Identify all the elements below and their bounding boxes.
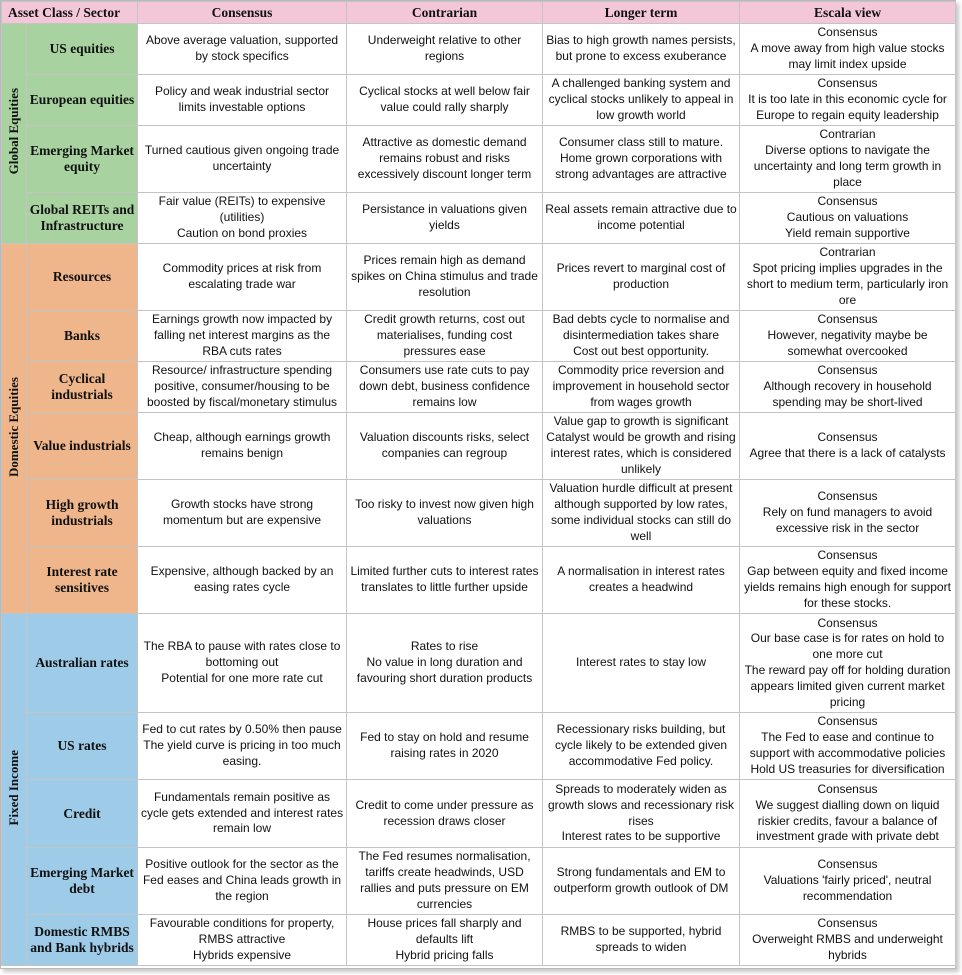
- table-row: [2, 126, 956, 193]
- sector-label: Australian rates: [27, 614, 138, 713]
- sector-label: Value industrials: [27, 413, 138, 480]
- header-contrarian: Contrarian: [347, 2, 543, 24]
- group-label-domestic-equities: Domestic Equities: [2, 244, 27, 614]
- table-row: [2, 614, 956, 713]
- header-asset-class: Asset Class / Sector: [2, 2, 138, 24]
- header-row: [2, 2, 956, 24]
- longer-term-cell: Real assets remain attractive due to income potential: [543, 193, 740, 244]
- longer-term-cell: Commodity price reversion and improvement in household sector from wages growth: [543, 362, 740, 413]
- contrarian-cell: Credit growth returns, cost out materialises, funding cost pressures ease: [347, 311, 543, 362]
- sector-label: US rates: [27, 713, 138, 780]
- longer-term-cell: Bad debts cycle to normalise and disintermediation takes share Cost out best opportunity.: [543, 311, 740, 362]
- sector-label: Credit: [27, 780, 138, 848]
- escala-view-cell: Consensus We suggest dialling down on liquid riskier credits, favour a balance of investment grade with private debt: [740, 780, 956, 848]
- escala-view-cell: Consensus Cautious on valuations Yield remain supportive: [740, 193, 956, 244]
- longer-term-cell: Strong fundamentals and EM to outperform growth outlook of DM: [543, 848, 740, 915]
- escala-view-cell: Consensus Agree that there is a lack of catalysts: [740, 413, 956, 480]
- table-row: [2, 311, 956, 362]
- contrarian-cell: Consumers use rate cuts to pay down debt, business confidence remains low: [347, 362, 543, 413]
- longer-term-cell: RMBS to be supported, hybrid spreads to widen: [543, 915, 740, 966]
- table-row: [2, 24, 956, 75]
- contrarian-cell: Rates to rise No value in long duration and favouring short duration products: [347, 614, 543, 713]
- escala-view-cell: Consensus Gap between equity and fixed income yields remains high enough for support for these stocks.: [740, 547, 956, 614]
- consensus-cell: Growth stocks have strong momentum but are expensive: [138, 480, 347, 547]
- table-row: [2, 193, 956, 244]
- table-row: [2, 915, 956, 966]
- sector-label: Cyclical industrials: [27, 362, 138, 413]
- table-row: [2, 75, 956, 126]
- escala-view-cell: Consensus Valuations 'fairly priced', neutral recommendation: [740, 848, 956, 915]
- sector-label: Resources: [27, 244, 138, 311]
- table-row: [2, 547, 956, 614]
- longer-term-cell: Value gap to growth is significant Catalyst would be growth and rising interest rates, which is considered unlikely: [543, 413, 740, 480]
- header-escala-view: Escala view: [740, 2, 956, 24]
- contrarian-cell: Attractive as domestic demand remains robust and risks excessively discount longer term: [347, 126, 543, 193]
- escala-view-cell: Consensus A move away from high value stocks may limit index upside: [740, 24, 956, 75]
- escala-view-cell: Consensus The Fed to ease and continue to support with accommodative policies Hold US treasuries for diversification: [740, 713, 956, 780]
- sector-label: High growth industrials: [27, 480, 138, 547]
- consensus-cell: Earnings growth now impacted by falling net interest margins as the RBA cuts rates: [138, 311, 347, 362]
- escala-view-cell: Contrarian Diverse options to navigate the uncertainty and long term growth in place: [740, 126, 956, 193]
- escala-view-cell: Consensus Rely on fund managers to avoid excessive risk in the sector: [740, 480, 956, 547]
- contrarian-cell: Fed to stay on hold and resume raising rates in 2020: [347, 713, 543, 780]
- group-label-global-equities: Global Equities: [2, 24, 27, 244]
- table-row: [2, 780, 956, 848]
- contrarian-cell: Valuation discounts risks, select companies can regroup: [347, 413, 543, 480]
- table-row: [2, 413, 956, 480]
- contrarian-cell: Underweight relative to other regions: [347, 24, 543, 75]
- longer-term-cell: A normalisation in interest rates creates a headwind: [543, 547, 740, 614]
- sector-label: Banks: [27, 311, 138, 362]
- header-consensus: Consensus: [138, 2, 347, 24]
- escala-view-cell: Consensus However, negativity maybe be somewhat overcooked: [740, 311, 956, 362]
- longer-term-cell: Interest rates to stay low: [543, 614, 740, 713]
- longer-term-cell: Consumer class still to mature. Home grown corporations with strong advantages are attractive: [543, 126, 740, 193]
- contrarian-cell: Prices remain high as demand spikes on China stimulus and trade resolution: [347, 244, 543, 311]
- consensus-cell: Above average valuation, supported by stock specifics: [138, 24, 347, 75]
- table-row: [2, 362, 956, 413]
- sector-label: European equities: [27, 75, 138, 126]
- consensus-cell: Favourable conditions for property, RMBS attractive Hybrids expensive: [138, 915, 347, 966]
- consensus-cell: The RBA to pause with rates close to bottoming out Potential for one more rate cut: [138, 614, 347, 713]
- table-row: [2, 713, 956, 780]
- escala-view-cell: Consensus Although recovery in household spending may be short-lived: [740, 362, 956, 413]
- sector-label: Domestic RMBS and Bank hybrids: [27, 915, 138, 966]
- sector-label: Interest rate sensitives: [27, 547, 138, 614]
- longer-term-cell: A challenged banking system and cyclical stocks unlikely to appeal in low growth world: [543, 75, 740, 126]
- contrarian-cell: Credit to come under pressure as recession draws closer: [347, 780, 543, 848]
- table-row: [2, 244, 956, 311]
- contrarian-cell: The Fed resumes normalisation, tariffs create headwinds, USD rallies and puts pressure on EM currencies: [347, 848, 543, 915]
- longer-term-cell: Bias to high growth names persists, but prone to excess exuberance: [543, 24, 740, 75]
- escala-view-cell: Consensus It is too late in this economic cycle for Europe to regain equity leadership: [740, 75, 956, 126]
- longer-term-cell: Recessionary risks building, but cycle likely to be extended given accommodative Fed policy.: [543, 713, 740, 780]
- contrarian-cell: Persistance in valuations given yields: [347, 193, 543, 244]
- consensus-cell: Fundamentals remain positive as cycle gets extended and interest rates remain low: [138, 780, 347, 848]
- longer-term-cell: Prices revert to marginal cost of production: [543, 244, 740, 311]
- consensus-cell: Fed to cut rates by 0.50% then pause The yield curve is pricing in too much easing.: [138, 713, 347, 780]
- consensus-cell: Cheap, although earnings growth remains benign: [138, 413, 347, 480]
- contrarian-cell: Limited further cuts to interest rates translates to little further upside: [347, 547, 543, 614]
- consensus-cell: Commodity prices at risk from escalating trade war: [138, 244, 347, 311]
- asset-views-table: [1, 1, 956, 966]
- sector-label: US equities: [27, 24, 138, 75]
- consensus-cell: Positive outlook for the sector as the Fed eases and China leads growth in the region: [138, 848, 347, 915]
- escala-view-cell: Consensus Our base case is for rates on hold to one more cut The reward pay off for holding duration appears limited given current market pricing: [740, 614, 956, 713]
- sector-label: Global REITs and Infrastructure: [27, 193, 138, 244]
- header-longer-term: Longer term: [543, 2, 740, 24]
- sector-label: Emerging Market equity: [27, 126, 138, 193]
- contrarian-cell: House prices fall sharply and defaults lift Hybrid pricing falls: [347, 915, 543, 966]
- table-row: [2, 480, 956, 547]
- consensus-cell: Expensive, although backed by an easing rates cycle: [138, 547, 347, 614]
- consensus-cell: Turned cautious given ongoing trade uncertainty: [138, 126, 347, 193]
- escala-view-cell: Contrarian Spot pricing implies upgrades in the short to medium term, particularly iron ore: [740, 244, 956, 311]
- contrarian-cell: Too risky to invest now given high valuations: [347, 480, 543, 547]
- sector-label: Emerging Market debt: [27, 848, 138, 915]
- consensus-cell: Policy and weak industrial sector limits investable options: [138, 75, 347, 126]
- longer-term-cell: Spreads to moderately widen as growth slows and recessionary risk rises Interest rates to be supportive: [543, 780, 740, 848]
- contrarian-cell: Cyclical stocks at well below fair value could rally sharply: [347, 75, 543, 126]
- longer-term-cell: Valuation hurdle difficult at present although supported by low rates, some individual stocks can still do well: [543, 480, 740, 547]
- group-label-fixed-income: Fixed Income: [2, 614, 27, 966]
- table-row: [2, 848, 956, 915]
- consensus-cell: Resource/ infrastructure spending positive, consumer/housing to be boosted by fiscal/monetary stimulus: [138, 362, 347, 413]
- escala-view-cell: Consensus Overweight RMBS and underweight hybrids: [740, 915, 956, 966]
- consensus-cell: Fair value (REITs) to expensive (utilities) Caution on bond proxies: [138, 193, 347, 244]
